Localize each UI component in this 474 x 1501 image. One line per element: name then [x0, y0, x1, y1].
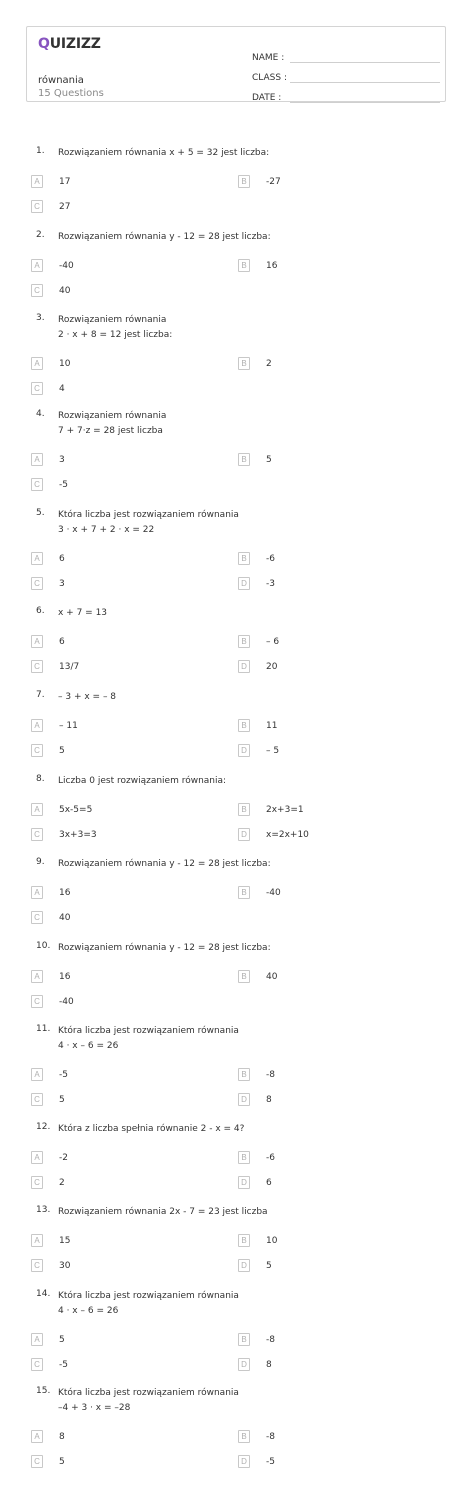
- option-c[interactable]: [31, 1358, 68, 1371]
- option-letter-box: A: [31, 175, 43, 188]
- question-text: Rozwiązaniem równania 2 ⋅ x + 8 = 12 jest liczba:: [58, 315, 173, 340]
- option-text: 30: [59, 1260, 71, 1271]
- option-text: -6: [266, 1152, 275, 1163]
- option-text: 5: [59, 1334, 65, 1345]
- option-b[interactable]: [238, 1068, 275, 1081]
- option-letter-box: C: [31, 1358, 43, 1371]
- option-b[interactable]: [238, 1151, 275, 1164]
- option-d[interactable]: [238, 577, 275, 590]
- option-c[interactable]: [31, 660, 79, 673]
- option-letter-box: B: [238, 1068, 250, 1081]
- option-text: -40: [59, 260, 74, 271]
- option-letter-box: C: [31, 478, 43, 491]
- option-text: 3x+3=3: [59, 829, 97, 840]
- option-letter-box: A: [31, 552, 43, 565]
- option-text: 6: [266, 1177, 272, 1188]
- option-a[interactable]: [31, 175, 70, 188]
- option-letter-box: C: [31, 1455, 43, 1468]
- option-b[interactable]: [238, 259, 277, 272]
- option-a[interactable]: [31, 1430, 65, 1443]
- option-text: -5: [59, 479, 68, 490]
- option-text: -5: [59, 1069, 68, 1080]
- question-number: 8.: [36, 774, 45, 784]
- option-a[interactable]: [31, 357, 70, 370]
- option-text: 6: [59, 553, 65, 564]
- option-text: -40: [266, 887, 281, 898]
- option-c[interactable]: [31, 382, 65, 395]
- option-letter-box: C: [31, 1176, 43, 1189]
- option-d[interactable]: [238, 828, 309, 841]
- option-letter-box: C: [31, 911, 43, 924]
- option-letter-box: A: [31, 719, 43, 732]
- option-text: -8: [266, 1334, 275, 1345]
- option-letter-box: A: [31, 970, 43, 983]
- option-text: 5x-5=5: [59, 804, 93, 815]
- question-text: Która liczba jest rozwiązaniem równania 4 ⋅ x – 6 = 26: [58, 1026, 239, 1051]
- question-number: 6.: [36, 606, 45, 616]
- option-letter-box: C: [31, 1259, 43, 1272]
- date-label: DATE :: [252, 93, 282, 103]
- question-text: x + 7 = 13: [58, 608, 108, 618]
- option-letter-box: A: [31, 1430, 43, 1443]
- option-a[interactable]: [31, 1333, 65, 1346]
- option-text: -2: [59, 1152, 68, 1163]
- option-d[interactable]: [238, 1455, 275, 1468]
- question-number: 2.: [36, 230, 45, 240]
- class-line[interactable]: [290, 73, 440, 83]
- option-text: 8: [266, 1094, 272, 1105]
- option-c[interactable]: [31, 828, 97, 841]
- question-text: Rozwiązaniem równania y - 12 = 28 jest liczba:: [58, 232, 271, 242]
- class-label: CLASS :: [252, 73, 287, 83]
- option-a[interactable]: [31, 803, 92, 816]
- option-letter-box: B: [238, 635, 250, 648]
- question-count: 15 Questions: [38, 88, 104, 99]
- option-text: -8: [266, 1431, 275, 1442]
- option-b[interactable]: [238, 453, 272, 466]
- worksheet-header: [26, 26, 446, 102]
- option-letter-box: B: [238, 259, 250, 272]
- option-c[interactable]: [31, 995, 74, 1008]
- option-c[interactable]: [31, 1259, 70, 1272]
- option-text: 16: [59, 887, 71, 898]
- option-text: 10: [59, 358, 71, 369]
- question-text: Która liczba jest rozwiązaniem równania –4 + 3 ⋅ x = –28: [58, 1388, 239, 1413]
- option-d[interactable]: [238, 660, 277, 673]
- option-letter-box: B: [238, 552, 250, 565]
- option-b[interactable]: [238, 1333, 275, 1346]
- option-letter-box: D: [238, 577, 250, 590]
- question-text: Rozwiązaniem równania y - 12 = 28 jest liczba:: [58, 859, 271, 869]
- option-text: -5: [266, 1456, 275, 1467]
- option-c[interactable]: [31, 284, 70, 297]
- option-d[interactable]: [238, 1259, 272, 1272]
- option-letter-box: D: [238, 1176, 250, 1189]
- option-d[interactable]: [238, 1093, 272, 1106]
- date-line[interactable]: [290, 93, 440, 103]
- option-b[interactable]: [238, 357, 272, 370]
- option-text: 40: [266, 971, 278, 982]
- option-text: -27: [266, 176, 281, 187]
- option-letter-box: A: [31, 259, 43, 272]
- option-letter-box: B: [238, 803, 250, 816]
- option-text: 15: [59, 1235, 71, 1246]
- option-c[interactable]: [31, 1093, 65, 1106]
- option-a[interactable]: [31, 259, 74, 272]
- option-b[interactable]: [238, 803, 304, 816]
- class-field: [252, 63, 440, 83]
- option-letter-box: A: [31, 1333, 43, 1346]
- option-text: 5: [59, 1456, 65, 1467]
- option-letter-box: B: [238, 719, 250, 732]
- option-b[interactable]: [238, 970, 277, 983]
- option-text: 3: [59, 454, 65, 465]
- option-letter-box: B: [238, 970, 250, 983]
- option-letter-box: C: [31, 995, 43, 1008]
- option-b[interactable]: [238, 635, 279, 648]
- option-text: 5: [266, 1260, 272, 1271]
- question-text: Rozwiązaniem równania x + 5 = 32 jest liczba:: [58, 148, 270, 158]
- question-number: 5.: [36, 508, 45, 518]
- question-text: Która liczba jest rozwiązaniem równania 3 ⋅ x + 7 + 2 ⋅ x = 22: [58, 510, 239, 535]
- option-c[interactable]: [31, 478, 68, 491]
- date-field: [252, 83, 440, 103]
- option-text: -6: [266, 553, 275, 564]
- option-letter-box: A: [31, 1068, 43, 1081]
- option-letter-box: A: [31, 357, 43, 370]
- option-a[interactable]: [31, 1068, 68, 1081]
- option-letter-box: A: [31, 803, 43, 816]
- option-text: 6: [59, 636, 65, 647]
- option-text: -8: [266, 1069, 275, 1080]
- option-text: – 11: [59, 720, 78, 731]
- question-number: 15.: [36, 1386, 51, 1396]
- option-letter-box: B: [238, 453, 250, 466]
- option-text: 16: [59, 971, 71, 982]
- option-letter-box: C: [31, 1093, 43, 1106]
- question-text: Rozwiązaniem równania 7 + 7⋅z = 28 jest liczba: [58, 411, 167, 436]
- option-letter-box: B: [238, 886, 250, 899]
- option-letter-box: B: [238, 1151, 250, 1164]
- question-number: 10.: [36, 941, 51, 951]
- option-letter-box: D: [238, 1259, 250, 1272]
- option-c[interactable]: [31, 744, 65, 757]
- option-letter-box: A: [31, 1234, 43, 1247]
- name-label: NAME :: [252, 53, 285, 63]
- name-field: [252, 43, 440, 63]
- option-text: 11: [266, 720, 278, 731]
- question-text: – 3 + x = – 8: [58, 692, 117, 702]
- name-line[interactable]: [290, 53, 440, 63]
- option-letter-box: B: [238, 175, 250, 188]
- option-text: -5: [59, 1359, 68, 1370]
- option-text: – 5: [266, 745, 280, 756]
- option-text: -40: [59, 996, 74, 1007]
- option-letter-box: C: [31, 200, 43, 213]
- option-text: 17: [59, 176, 71, 187]
- option-text: 13/7: [59, 661, 80, 672]
- option-text: 2: [266, 358, 272, 369]
- question-number: 11.: [36, 1024, 51, 1034]
- option-letter-box: C: [31, 744, 43, 757]
- question-text: Rozwiązaniem równania y - 12 = 28 jest liczba:: [58, 943, 271, 953]
- option-a[interactable]: [31, 886, 70, 899]
- option-text: 40: [59, 285, 71, 296]
- option-letter-box: A: [31, 635, 43, 648]
- option-letter-box: C: [31, 382, 43, 395]
- option-letter-box: D: [238, 660, 250, 673]
- worksheet-title: równania: [38, 75, 84, 86]
- option-text: 8: [59, 1431, 65, 1442]
- option-text: – 6: [266, 636, 280, 647]
- option-letter-box: A: [31, 886, 43, 899]
- option-b[interactable]: [238, 552, 275, 565]
- option-text: 16: [266, 260, 278, 271]
- option-text: 27: [59, 201, 71, 212]
- option-c[interactable]: [31, 200, 70, 213]
- option-letter-box: C: [31, 660, 43, 673]
- logo-text: UIZIZZ: [49, 36, 101, 52]
- option-text: 3: [59, 578, 65, 589]
- question-text: Rozwiązaniem równania 2x - 7 = 23 jest liczba: [58, 1207, 268, 1217]
- option-c[interactable]: [31, 1455, 65, 1468]
- question-number: 9.: [36, 857, 45, 867]
- question-number: 4.: [36, 409, 45, 419]
- option-text: 5: [266, 454, 272, 465]
- option-letter-box: D: [238, 1455, 250, 1468]
- question-text: Która liczba jest rozwiązaniem równania 4 ⋅ x – 6 = 26: [58, 1291, 239, 1316]
- option-d[interactable]: [238, 744, 279, 757]
- option-a[interactable]: [31, 635, 65, 648]
- option-letter-box: B: [238, 1234, 250, 1247]
- option-a[interactable]: [31, 719, 78, 732]
- option-letter-box: A: [31, 453, 43, 466]
- option-c[interactable]: [31, 1176, 65, 1189]
- logo-q-letter: Q: [38, 36, 50, 52]
- option-text: 2x+3=1: [266, 804, 304, 815]
- option-b[interactable]: [238, 1430, 275, 1443]
- student-fields: [252, 43, 440, 103]
- option-text: 8: [266, 1359, 272, 1370]
- question-number: 1.: [36, 146, 45, 156]
- option-d[interactable]: [238, 1176, 272, 1189]
- option-text: 10: [266, 1235, 278, 1246]
- question-text: Która z liczba spełnia równanie 2 - x = 4?: [58, 1124, 245, 1134]
- option-letter-box: D: [238, 828, 250, 841]
- option-text: 2: [59, 1177, 65, 1188]
- option-letter-box: C: [31, 577, 43, 590]
- question-number: 12.: [36, 1122, 51, 1132]
- option-a[interactable]: [31, 453, 65, 466]
- option-b[interactable]: [238, 175, 281, 188]
- option-text: x=2x+10: [266, 829, 309, 840]
- option-a[interactable]: [31, 970, 70, 983]
- option-a[interactable]: [31, 1234, 70, 1247]
- question-number: 7.: [36, 690, 45, 700]
- option-letter-box: C: [31, 284, 43, 297]
- option-letter-box: C: [31, 828, 43, 841]
- option-text: 5: [59, 1094, 65, 1105]
- option-letter-box: B: [238, 357, 250, 370]
- option-d[interactable]: [238, 1358, 272, 1371]
- option-a[interactable]: [31, 1151, 68, 1164]
- option-b[interactable]: [238, 886, 281, 899]
- option-text: 40: [59, 912, 71, 923]
- option-letter-box: A: [31, 1151, 43, 1164]
- option-text: 4: [59, 383, 65, 394]
- option-c[interactable]: [31, 577, 65, 590]
- option-letter-box: D: [238, 744, 250, 757]
- quizizz-logo: [38, 36, 101, 52]
- question-number: 3.: [36, 313, 45, 323]
- option-b[interactable]: [238, 1234, 277, 1247]
- option-letter-box: D: [238, 1093, 250, 1106]
- option-text: -3: [266, 578, 275, 589]
- option-letter-box: B: [238, 1333, 250, 1346]
- question-number: 14.: [36, 1289, 51, 1299]
- option-letter-box: B: [238, 1430, 250, 1443]
- option-a[interactable]: [31, 552, 65, 565]
- question-text: Liczba 0 jest rozwiązaniem równania:: [58, 776, 227, 786]
- option-text: 20: [266, 661, 278, 672]
- option-b[interactable]: [238, 719, 277, 732]
- option-text: 5: [59, 745, 65, 756]
- option-c[interactable]: [31, 911, 70, 924]
- option-letter-box: D: [238, 1358, 250, 1371]
- question-number: 13.: [36, 1205, 51, 1215]
